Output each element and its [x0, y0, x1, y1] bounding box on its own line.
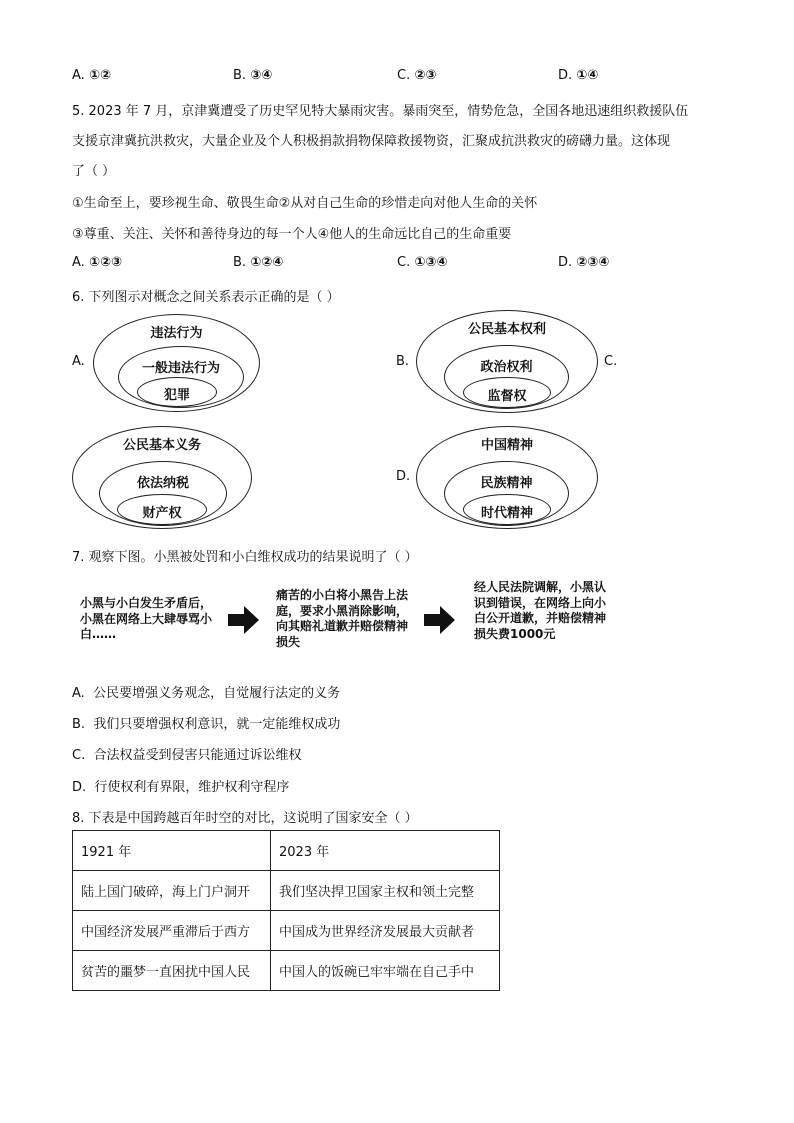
q7-option-c[interactable]: C. 合法权益受到侵害只能通过诉讼维权	[72, 748, 302, 763]
middle-concept-label: 依法纳税	[136, 476, 189, 491]
outer-concept-label: 违法行为	[150, 326, 203, 341]
table-row	[73, 911, 500, 951]
outer-concept-label: 公民基本义务	[122, 438, 201, 453]
q7-option-d[interactable]: D. 行使权利有界限，维护权利守程序	[72, 780, 290, 795]
table-cell: 中国成为世界经济发展最大贡献者	[271, 911, 500, 951]
table-row	[73, 951, 500, 991]
q5-option-d[interactable]: D. ②③④	[558, 255, 610, 270]
q6-stem: 6. 下列图示对概念之间关系表示正确的是（ ）	[72, 290, 340, 305]
table-cell: 中国人的饭碗已牢牢端在自己手中	[271, 951, 500, 991]
middle-concept-label: 政治权利	[480, 360, 533, 375]
q5-statement-2: ③尊重、关注、关怀和善待身边的每一个人④他人的生命远比自己的生命重要	[72, 227, 512, 242]
q4-option-c[interactable]: C. ②③	[397, 68, 437, 83]
middle-concept-label: 民族精神	[480, 476, 533, 491]
outer-concept-label: 中国精神	[480, 438, 533, 453]
q7-stem: 7. 观察下图。小黑被处罚和小白维权成功的结果说明了（ ）	[72, 550, 418, 565]
comparison-table	[72, 830, 500, 991]
q4-option-a[interactable]: A. ①②	[72, 68, 111, 83]
inner-concept-label: 财产权	[142, 506, 182, 521]
q4-option-b[interactable]: B. ③④	[233, 68, 273, 83]
q6-option-b-letter[interactable]: B.	[396, 354, 410, 369]
q5-option-b[interactable]: B. ①②④	[233, 255, 284, 270]
outer-concept-label: 公民基本权利	[467, 322, 546, 337]
q6-option-c-letter[interactable]: C.	[604, 354, 618, 369]
middle-concept-label: 一般违法行为	[141, 361, 220, 376]
flow-step-2: 痛苦的小白将小黑告上法庭，要求小黑消除影响，向其赔礼道歉并赔偿精神损失	[276, 588, 409, 649]
q6-option-d-letter[interactable]: D.	[396, 469, 411, 484]
table-header-cell: 2023 年	[271, 831, 500, 871]
q5-statement-1: ①生命至上，要珍视生命、敬畏生命②从对自己生命的珍惜走向对他人生命的关怀	[72, 196, 538, 211]
table-row	[73, 871, 500, 911]
q5-stem-line1: 5. 2023 年 7 月，京津冀遭受了历史罕见特大暴雨灾害。暴雨突至，情势危急，全国各地迅速组织救援队伍	[72, 104, 689, 119]
table-cell: 贫苦的噩梦一直困扰中国人民	[73, 951, 271, 991]
table-header-cell: 1921 年	[73, 831, 271, 871]
flow-step-1: 小黑与小白发生矛盾后，小黑在网络上大肆辱骂小白……	[80, 596, 213, 641]
table-header-row	[73, 831, 500, 871]
inner-concept-label: 时代精神	[480, 506, 533, 521]
inner-concept-label: 犯罪	[163, 388, 190, 403]
q7-option-a[interactable]: A. 公民要增强义务观念，自觉履行法定的义务	[72, 686, 341, 701]
right-arrow-icon	[424, 606, 456, 634]
q7-option-b[interactable]: B. 我们只要增强权利意识，就一定能维权成功	[72, 717, 341, 732]
q4-option-d[interactable]: D. ①④	[558, 68, 599, 83]
inner-concept-label: 监督权	[487, 389, 527, 404]
table-cell: 我们坚决捍卫国家主权和领土完整	[271, 871, 500, 911]
q5-option-a[interactable]: A. ①②③	[72, 255, 122, 270]
q6-option-a-letter[interactable]: A.	[72, 354, 85, 369]
q5-option-c[interactable]: C. ①③④	[397, 255, 448, 270]
q8-stem: 8. 下表是中国跨越百年时空的对比，这说明了国家安全（ ）	[72, 811, 418, 826]
flow-step-3: 经人民法院调解，小黑认识到错误，在网络上向小白公开道歉，并赔偿精神损失费1000元	[474, 580, 607, 641]
q5-stem-line2: 支援京津冀抗洪救灾，大量企业及个人积极捐款捐物保障救援物资，汇聚成抗洪救灾的磅礴力量。这体现	[72, 134, 671, 149]
q5-stem-line3: 了（ ）	[72, 164, 116, 179]
right-arrow-icon	[228, 606, 260, 634]
table-cell: 陆上国门破碎，海上门户洞开	[73, 871, 271, 911]
table-cell: 中国经济发展严重滞后于西方	[73, 911, 271, 951]
